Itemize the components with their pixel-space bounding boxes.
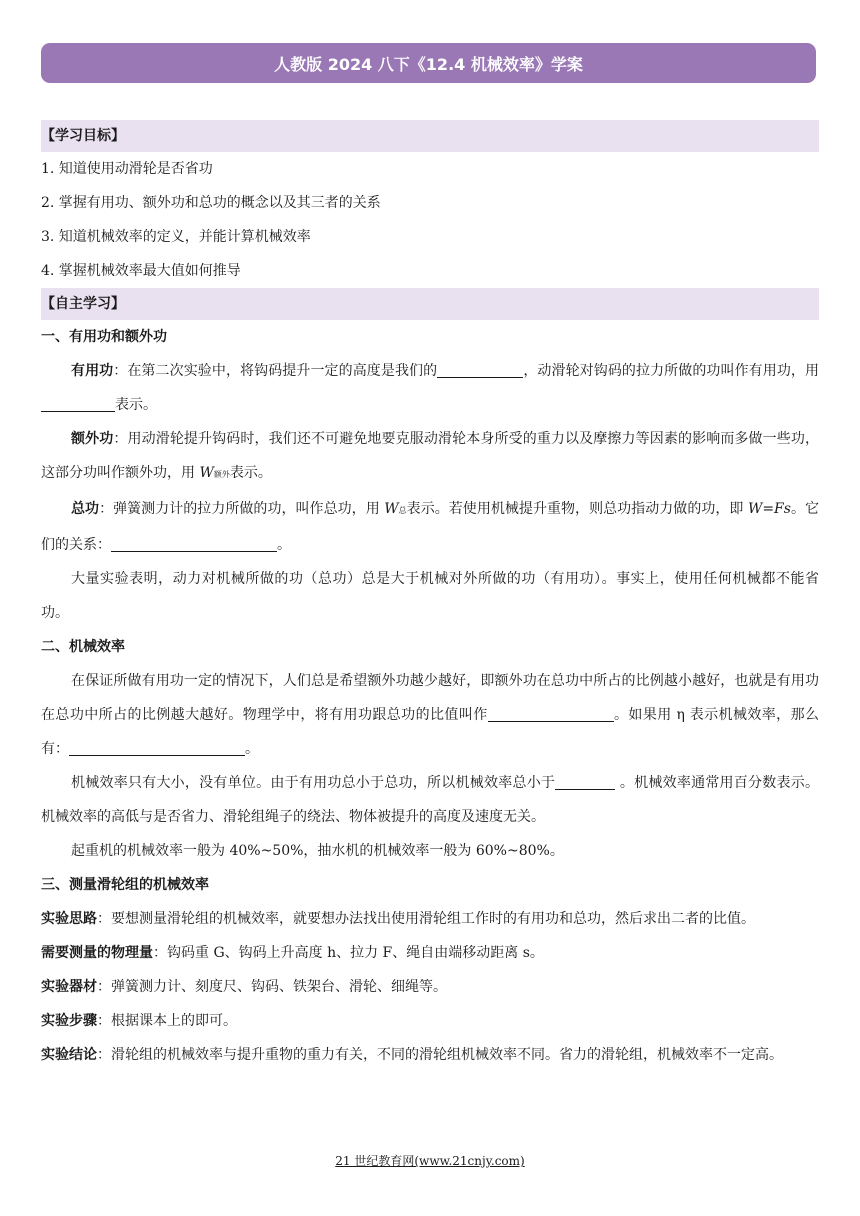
term-label: 实验器材 <box>41 979 97 995</box>
term-label: 实验步骤 <box>41 1013 97 1029</box>
experiment-item: 需要测量的物理量：钩码重 G、钩码上升高度 h、拉力 F、绳自由端移动距离 s。 <box>41 945 544 961</box>
term-label: 额外功 <box>71 431 114 447</box>
term-label: 实验思路 <box>41 911 97 927</box>
fill-blank[interactable] <box>437 361 523 378</box>
objective-item: 2. 掌握有用功、额外功和总功的概念以及其三者的关系 <box>41 195 381 211</box>
fill-blank[interactable] <box>488 705 614 722</box>
objective-item: 3. 知道机械效率的定义，并能计算机械效率 <box>41 229 311 245</box>
section-heading: 二、机械效率 <box>41 639 125 655</box>
term-label: 总功 <box>71 501 100 517</box>
efficiency-unit-paragraph: 机械效率只有大小，没有单位。由于有用功总小于总功，所以机械效率总小于 。机械效率通常用百分数表示。机械效率的高低与是否省力、滑轮组绳子的绕法、物体被提升的高度及速度无关。 <box>41 775 820 825</box>
total-work-paragraph: 总功：弹簧测力计的拉力所做的功，叫作总功，用 W总表示。若使用机械提升重物，则总功指动力做的功，即 W=Fs。它们的关系： 。 <box>41 501 820 553</box>
objectives-list <box>41 152 819 288</box>
experiment-item: 实验结论：滑轮组的机械效率与提升重物的重力有关，不同的滑轮组机械效率不同。省力的滑轮组，机械效率不一定高。 <box>41 1047 783 1063</box>
fill-blank[interactable] <box>555 773 615 790</box>
section-heading: 三、测量滑轮组的机械效率 <box>41 877 209 893</box>
term-label: 需要测量的物理量 <box>41 945 153 961</box>
extra-work-paragraph: 额外功：用动滑轮提升钩码时，我们还不可避免地要克服动滑轮本身所受的重力以及摩擦力等因素的影响而多做一些功，这部分功叫作额外功，用 W额外表示。 <box>41 431 820 481</box>
fill-blank[interactable] <box>41 395 115 412</box>
experiment-item: 实验步骤：根据课本上的即可。 <box>41 1013 237 1029</box>
paragraph: 大量实验表明，动力对机械所做的功（总功）总是大于机械对外所做的功（有用功）。事实上，使用任何机械都不能省功。 <box>41 571 819 621</box>
fill-blank[interactable] <box>111 535 277 552</box>
formula: W=Fs <box>747 501 791 517</box>
term-label: 实验结论 <box>41 1047 97 1063</box>
objective-item: 1. 知道使用动滑轮是否省功 <box>41 161 213 177</box>
experiment-item: 实验思路：要想测量滑轮组的机械效率，就要想办法找出使用滑轮组工作时的有用功和总功，然后求出二者的比值。 <box>41 911 755 927</box>
fill-blank[interactable] <box>69 739 245 756</box>
page-title: 人教版 2024 八下《12.4 机械效率》学案 <box>41 43 816 83</box>
paragraph: 起重机的机械效率一般为 40%~50%，抽水机的机械效率一般为 60%~80%。 <box>71 843 564 859</box>
efficiency-definition-paragraph: 在保证所做有用功一定的情况下，人们总是希望额外功越少越好，即额外功在总功中所占的比例越小越好，也就是有用功在总功中所占的比例越大越好。物理学中，将有用功跟总功的比值叫作 。如果用 η 表示机械效率，那么有： 。 <box>41 673 819 757</box>
term-label: 有用功 <box>71 363 114 379</box>
useful-work-paragraph: 有用功：在第二次实验中，将钩码提升一定的高度是我们的 ，动滑轮对钩码的拉力所做的功叫作有用功，用表示。 <box>41 354 819 422</box>
experiment-item: 实验器材：弹簧测力计、刻度尺、钩码、铁架台、滑轮、细绳等。 <box>41 979 447 995</box>
footer-link[interactable]: 21 世纪教育网(www.21cnjy.com) <box>335 1154 525 1168</box>
section-heading: 一、有用功和额外功 <box>41 329 167 345</box>
objective-item: 4. 掌握机械效率最大值如何推导 <box>41 263 241 279</box>
self-study-header: 【自主学习】 <box>41 288 819 320</box>
worksheet-body <box>41 120 819 1072</box>
objectives-header: 【学习目标】 <box>41 120 819 152</box>
